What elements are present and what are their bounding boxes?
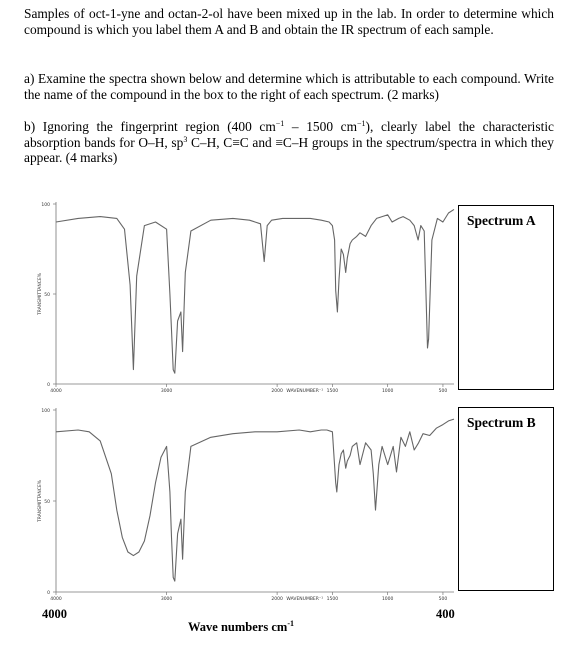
spectrum-a-x-tick-label: 3000: [160, 389, 173, 394]
spectrum-b-svg: [30, 402, 470, 612]
intro-paragraph: Samples of oct-1-yne and octan-2-ol have been mixed up in the lab. In order to determine which compound is which you label them A and B and obtain the IR spectrum of each sample.: [24, 6, 554, 37]
part-b-text-3: ), clearly label the characteristic absorption bands for O–H, sp: [24, 119, 554, 150]
spectrum-b-x-tick-label: 3000: [160, 597, 173, 602]
spectrum-a-y-tick-label: 100: [41, 203, 50, 208]
axis-start-label: 4000: [42, 607, 67, 621]
spectrum-a-y-axis-label: TRANSMITTANCE%: [38, 273, 43, 315]
part-b-sup-2: −1: [357, 119, 366, 128]
part-b-text-4: C–H, C≡C and ≡C–H groups in the spectrum/spectra in which they appear. (4 marks): [24, 134, 554, 165]
spectrum-a-svg: [30, 196, 470, 401]
spectrum-a-series-line: [56, 209, 454, 373]
spectrum-b-label: Spectrum B: [467, 415, 536, 430]
spectrum-b-x-tick-label: 1000: [381, 597, 394, 602]
spectrum-b-y-tick-label: 50: [44, 500, 50, 505]
spectrum-a-x-tick-label: 2000: [271, 389, 283, 394]
spectrum-a-x-tick-label: 1000: [381, 389, 394, 394]
spectrum-a-y-tick-label: 0: [47, 383, 50, 388]
spectrum-b-x-tick-label: 2000: [271, 597, 283, 602]
spectrum-a-y-tick-label: 50: [44, 293, 50, 298]
part-b-paragraph: [24, 119, 554, 166]
axis-title-sup: -1: [287, 619, 294, 628]
part-b-sup-3: 3: [183, 134, 188, 144]
spectrum-a-x-axis-label: WAVENUMBER⁻¹: [286, 389, 324, 394]
spectrum-a-x-tick-label: 1500: [326, 389, 339, 394]
part-b-text-1: b) Ignoring the fingerprint region (400 cm: [24, 119, 276, 134]
spectrum-b-x-tick-label: 500: [438, 597, 448, 602]
spectrum-b-x-tick-label: 1500: [326, 597, 339, 602]
part-b-sup-1: −1: [275, 119, 285, 128]
spectrum-a-label: Spectrum A: [467, 213, 536, 228]
spectrum-b-y-axis-label: TRANSMITTANCE%: [38, 480, 43, 522]
spectrum-b-y-tick-label: 100: [41, 409, 50, 414]
spectrum-b-chart: [30, 402, 470, 617]
spectrum-a-x-tick-label: 4000: [50, 389, 62, 394]
spectrum-a-x-tick-label: 500: [438, 389, 448, 394]
axis-end-label: 400: [436, 607, 455, 621]
part-b-text-2: – 1500 cm: [284, 119, 357, 134]
part-a-paragraph: a) Examine the spectra shown below and determine which is attributable to each compound. Write the name of the compound in the box to the right of each spectrum. (2 marks): [24, 71, 554, 102]
spectrum-b-answer-box[interactable]: [458, 407, 554, 591]
spectrum-b-x-tick-label: 4000: [50, 597, 62, 602]
spectrum-b-y-tick-label: 0: [47, 591, 50, 596]
axis-title-text: Wave numbers cm: [188, 620, 288, 634]
spectrum-b-x-axis-label: WAVENUMBER⁻¹: [286, 597, 324, 602]
spectrum-a-answer-box[interactable]: [458, 205, 554, 390]
axis-title: [188, 620, 294, 635]
spectrum-b-series-line: [56, 419, 454, 581]
spectrum-a-chart: [30, 196, 470, 406]
